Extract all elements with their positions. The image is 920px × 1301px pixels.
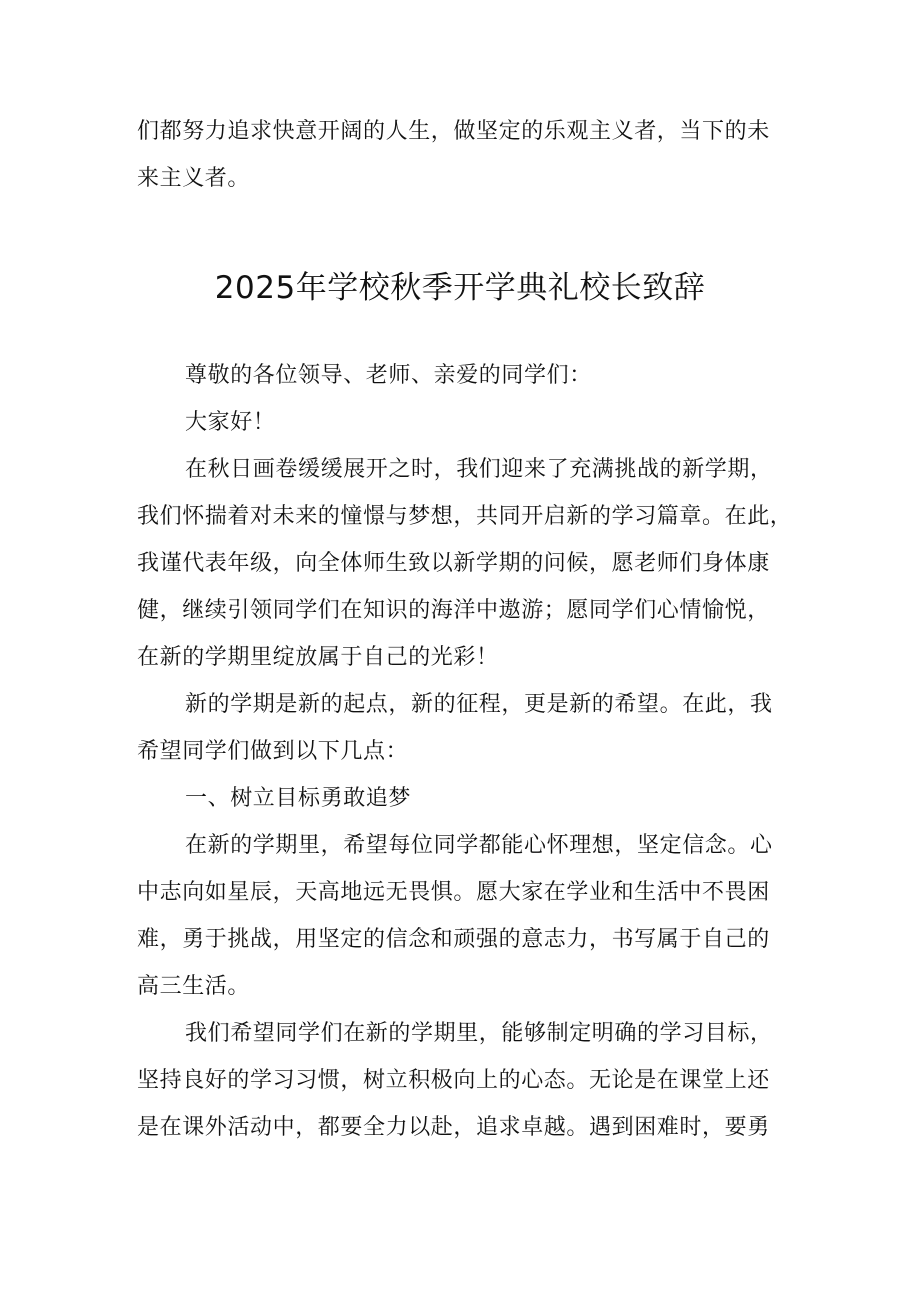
paragraph-line: 在新的学期里绽放属于自己的光彩！ [137, 645, 499, 670]
section-heading: 一、树立目标勇敢追梦 [185, 786, 412, 811]
greeting-line: 大家好！ [185, 410, 276, 435]
paragraph-line: 在秋日画卷缓缓展开之时，我们迎来了充满挑战的新学期， [185, 457, 773, 482]
continuation-line-1: 们都努力追求快意开阔的人生，做坚定的乐观主义者，当下的未 [137, 119, 770, 144]
paragraph-line: 我谨代表年级，向全体师生致以新学期的问候，愿老师们身体康 [137, 551, 770, 576]
paragraph-line: 坚持良好的学习习惯，树立积极向上的心态。无论是在课堂上还 [137, 1068, 770, 1093]
paragraph-line: 难，勇于挑战，用坚定的信念和顽强的意志力，书写属于自己的 [137, 927, 770, 952]
paragraph-line: 中志向如星辰，天高地远无畏惧。愿大家在学业和生活中不畏困 [137, 880, 770, 905]
paragraph-line: 高三生活。 [137, 974, 251, 999]
paragraph-line: 健，继续引领同学们在知识的海洋中遨游；愿同学们心情愉悦， [137, 598, 770, 623]
paragraph-line: 我们希望同学们在新的学期里，能够制定明确的学习目标， [185, 1021, 773, 1046]
paragraph-line: 在新的学期里，希望每位同学都能心怀理想，坚定信念。心 [185, 833, 773, 858]
paragraph-line: 希望同学们做到以下几点： [137, 739, 409, 764]
salutation-line: 尊敬的各位领导、老师、亲爱的同学们： [185, 363, 592, 388]
previous-section-continuation [137, 108, 797, 202]
paragraph-line: 我们怀揣着对未来的憧憬与梦想，共同开启新的学习篇章。在此， [137, 504, 793, 529]
document-title: 2025年学校秋季开学典礼校长致辞 [214, 270, 706, 306]
paragraph-line: 新的学期是新的起点，新的征程，更是新的希望。在此，我 [185, 692, 773, 717]
paragraph-line: 是在课外活动中，都要全力以赴，追求卓越。遇到困难时，要勇 [137, 1115, 770, 1140]
speech-body [137, 352, 797, 1151]
continuation-line-2: 来主义者。 [137, 166, 251, 191]
